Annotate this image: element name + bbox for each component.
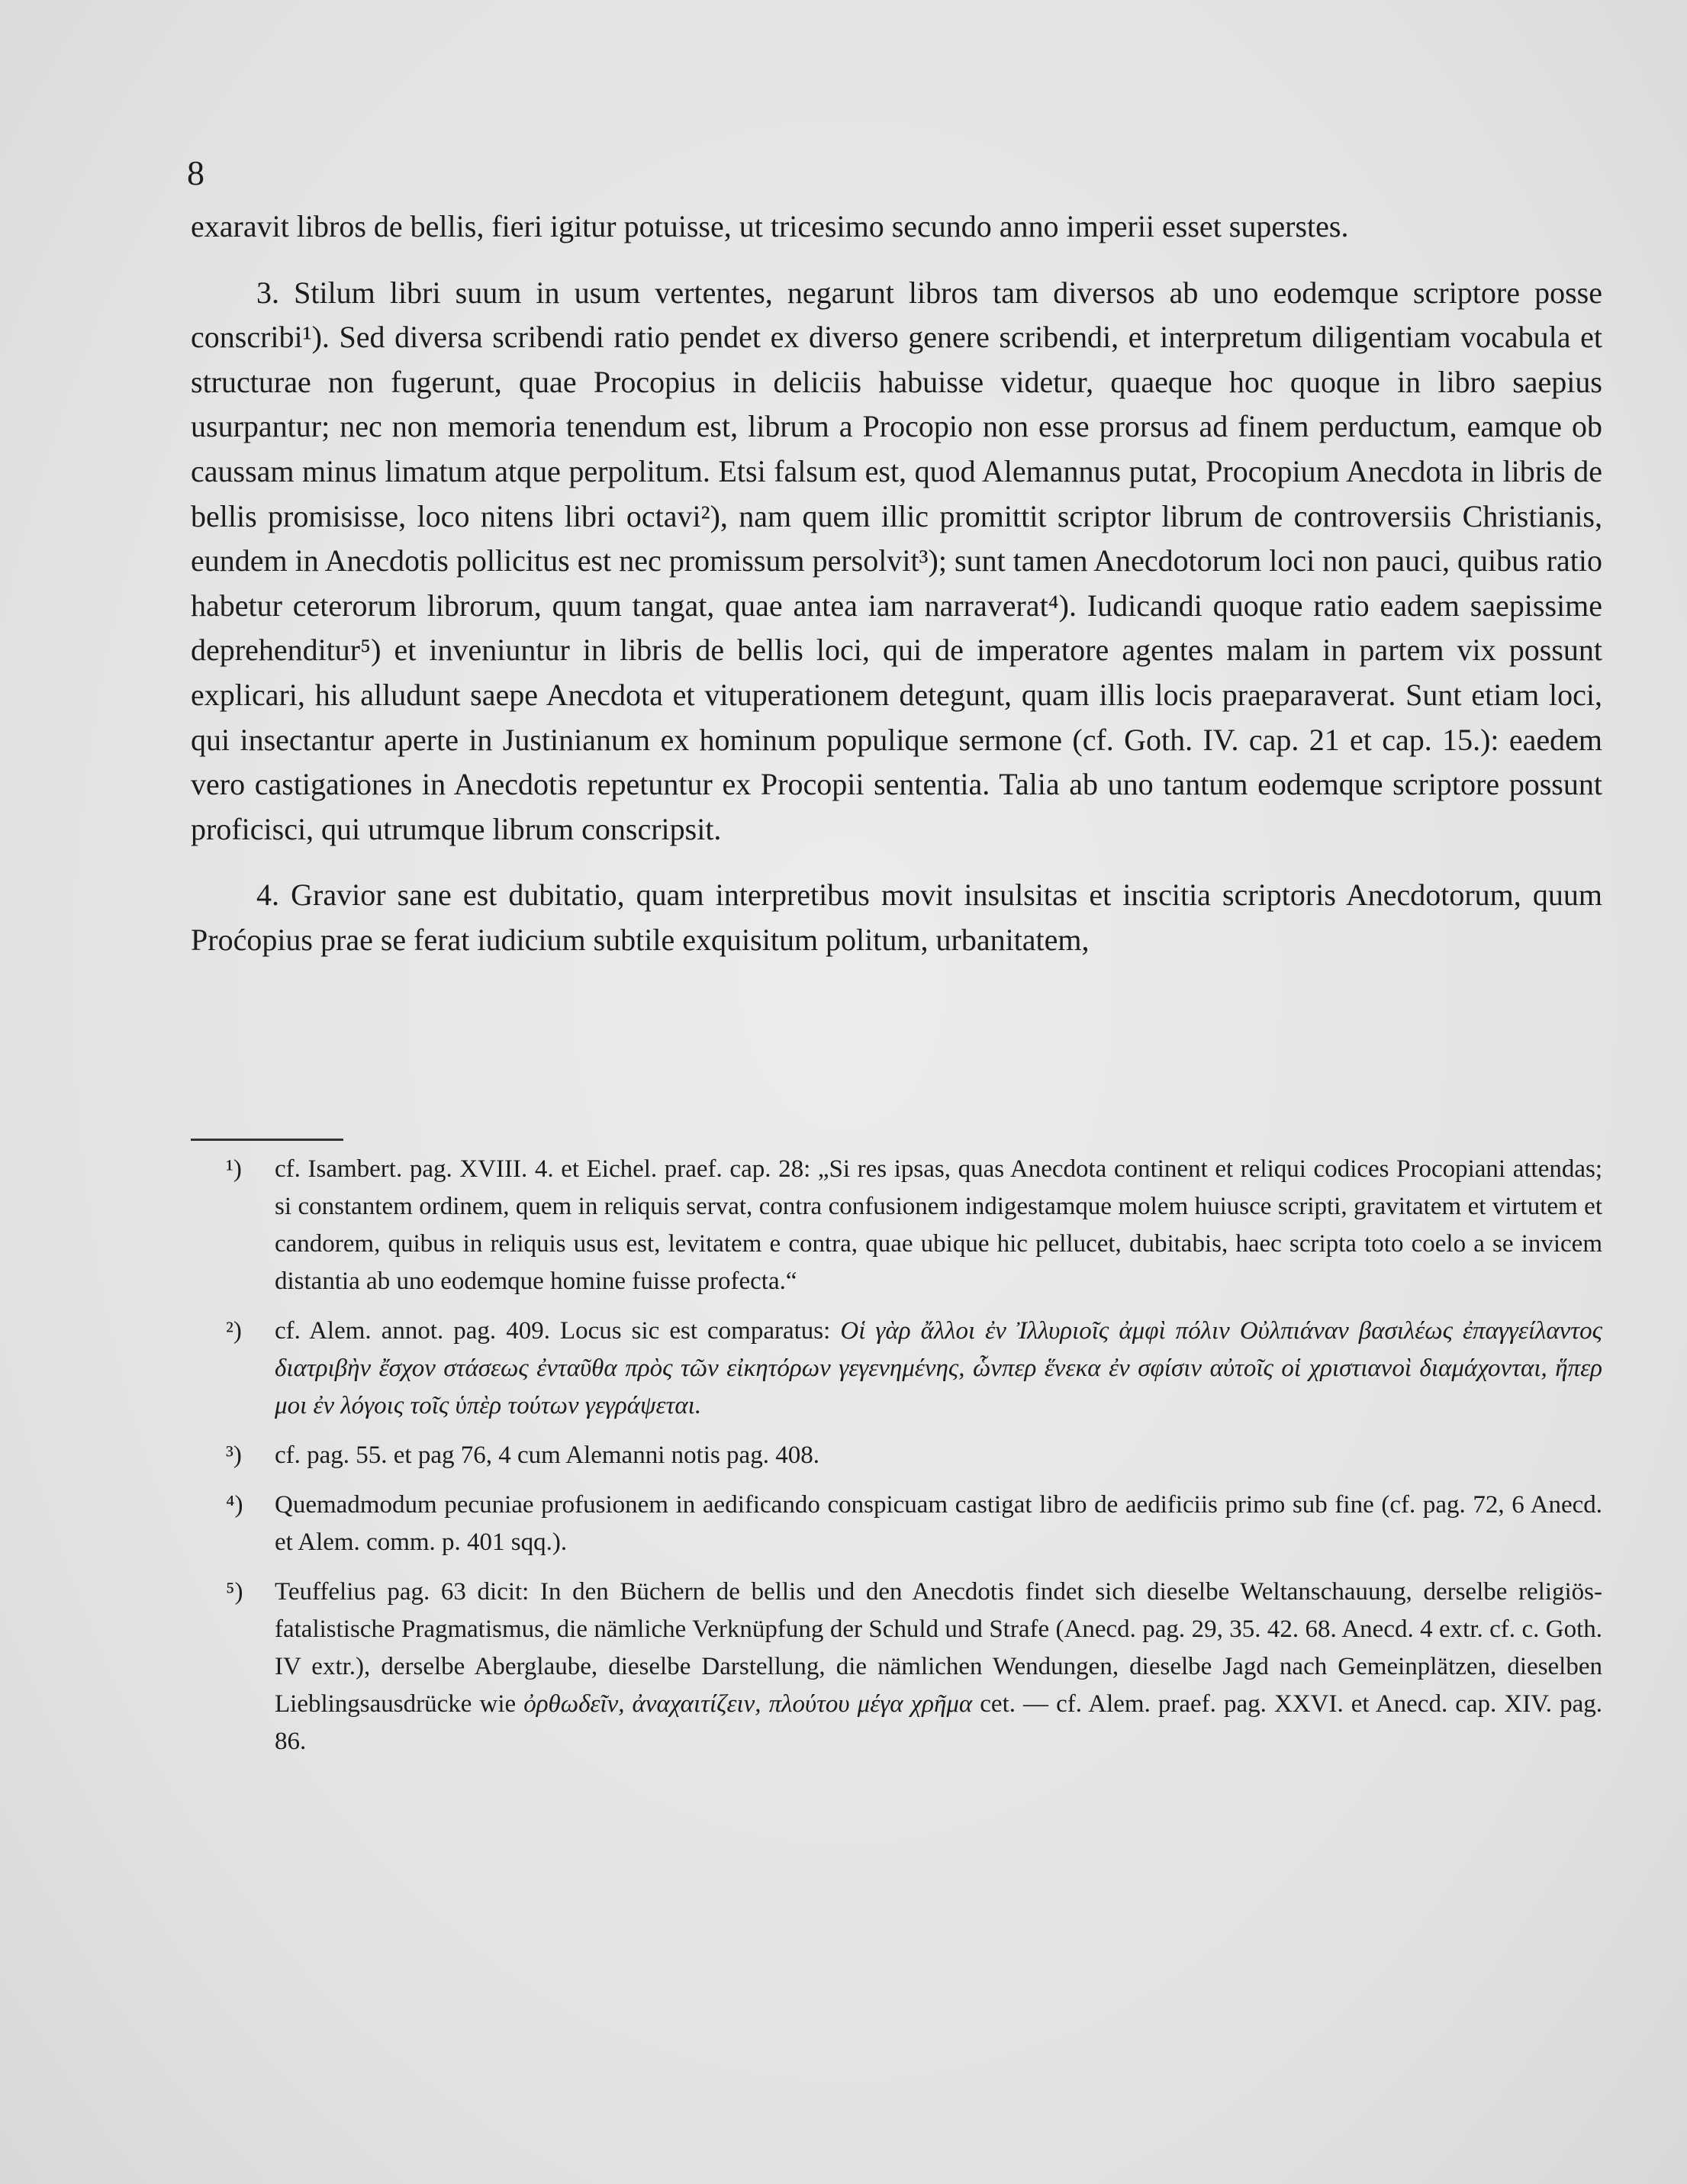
footnote xyxy=(191,1151,1602,1300)
footnote-text: cf. pag. 55. et pag 76, 4 cum Alemanni notis pag. 408. xyxy=(275,1442,819,1469)
footnote-mark: ²) xyxy=(226,1317,242,1345)
footnote xyxy=(191,1313,1602,1425)
footnote-text-tail: cet. — cf. Alem. praef. pag. XXVI. et Anecd. cap. XIV. pag. 86. xyxy=(275,1690,1602,1755)
footnote-text: Teuffelius pag. 63 dicit: In den Büchern de bellis und den Anecdotis findet sich dieselbe Weltanschauung, derselbe religiös-fatalistische Pragmatismus, die nämliche Verknüpfung der Schuld und Strafe (Anecd. pag. 29, 35. 42. 68. Anecd. 4 extr. cf. c. Goth. IV extr.), derselbe Aberglaube, dieselbe Darstellung, die nämlichen Wendungen, dieselbe Jagd nach Gemeinplätzen, dieselben Lieblingsausdrücke wie xyxy=(275,1578,1602,1718)
footnote xyxy=(191,1487,1602,1561)
footnote-rule xyxy=(191,1139,343,1141)
page-number: 8 xyxy=(187,153,204,192)
footnote-greek-quote: Οἱ γὰρ ἄλλοι ἐν Ἰλλυριοῖς ἀμφὶ πόλιν Οὐλπιάναν βασιλέως ἐπαγγείλαντος διατριβὴν ἔσχον στάσεως ἐνταῦθα πρὸς τῶν εἰκητόρων γεγενημένης, ὧνπερ ἕνεκα ἐν σφίσιν αὐτοῖς οἱ χριστιανοὶ διαμάχονται, ἥπερ μοι ἐν λόγοις τοῖς ὑπὲρ τούτων γεγράψεται. xyxy=(275,1317,1602,1419)
paragraph-3: 3. Stilum libri suum in usum vertentes, negarunt libros tam diversos ab uno eodemque scriptore posse conscribi¹). Sed diversa scribendi ratio pendet ex diverso genere scribendi, et interpretum diligentiam vocabula et structurae non fugerunt, quae Procopius in deliciis habuisse videtur, quaeque hoc quoque in libro saepius usurpantur; nec non memoria tenendum est, librum a Procopio non esse prorsus ad finem perductum, eamque ob caussam minus limatum atque perpolitum. Etsi falsum est, quod Alemannus putat, Procopium Anecdota in libris de bellis promisisse, loco nitens libri octavi²), nam quem illic promittit scriptor librum de controversiis Christianis, eundem in Anecdotis pollicitus est nec promissum persolvit³); sunt tamen Anecdotorum loci non pauci, quibus ratio habetur ceterorum librorum, quum tangat, quae antea iam narraverat⁴). Iudicandi quoque ratio eadem saepissime deprehenditur⁵) et inveniuntur in libris de bellis loci, qui de imperatore agentes malam in partem vix possunt explicari, his alludunt saepe Anecdota et vituperationem detegunt, quam illis locis praeparaverat. Sunt etiam loci, qui insectantur aperte in Justinianum ex hominum populique sermone (cf. Goth. IV. cap. 21 et cap. 15.): eaedem vero castigationes in Anecdotis repetuntur ex Procopii sententia. Talia ab uno tantum eodemque scriptore possunt proficisci, qui utrumque librum conscripsit. xyxy=(191,275,1602,846)
footnote-text: cf. Isambert. pag. XVIII. 4. et Eichel. praef. cap. 28: „Si res ipsas, quas Anecdota continent et reliqui codices Procopiani attendas; si constantem ordinem, quem in reliquis servat, contra confusionem indigestamque molem huiusce scripti, gravitatem et virtutem et candorem, quibus in reliquis usus est, levitatem e contra, quae ubique hic pellucet, dubitabis, haec scripta toto coelo a se invicem distantia ab uno eodemque homine fuisse profecta.“ xyxy=(275,1155,1602,1295)
paragraph-4: 4. Gravior sane est dubitatio, quam interpretibus movit insulsitas et inscitia scriptoris Anecdotorum, quum Proćopius prae se ferat iudicium subtile exquisitum politum, urbanitatem, xyxy=(191,878,1602,957)
footnote-mark: ¹) xyxy=(226,1155,242,1183)
footnote-text: cf. Alem. annot. pag. 409. Locus sic est comparatus: xyxy=(275,1317,831,1345)
footnote-text: Quemadmodum pecuniae profusionem in aedificando conspicuam castigat libro de aedificiis primo sub fine (cf. pag. 72, 6 Anecd. et Alem. comm. p. 401 sqq.). xyxy=(275,1491,1602,1556)
footnote xyxy=(191,1574,1602,1760)
footnote-greek-words: ὀρθωδεῖν, ἀναχαιτίζειν, πλούτου μέγα χρῆμα xyxy=(523,1690,973,1718)
footnote-mark: ⁴) xyxy=(226,1491,243,1519)
footnote-mark: ⁵) xyxy=(226,1578,243,1606)
main-text xyxy=(191,205,1602,963)
paragraph-continuation: exaravit libros de bellis, fieri igitur potuisse, ut tricesimo secundo anno imperii esset superstes. xyxy=(191,209,1349,243)
footnote xyxy=(191,1437,1602,1474)
footnote-mark: ³) xyxy=(226,1442,242,1469)
footnotes xyxy=(191,1151,1602,1773)
